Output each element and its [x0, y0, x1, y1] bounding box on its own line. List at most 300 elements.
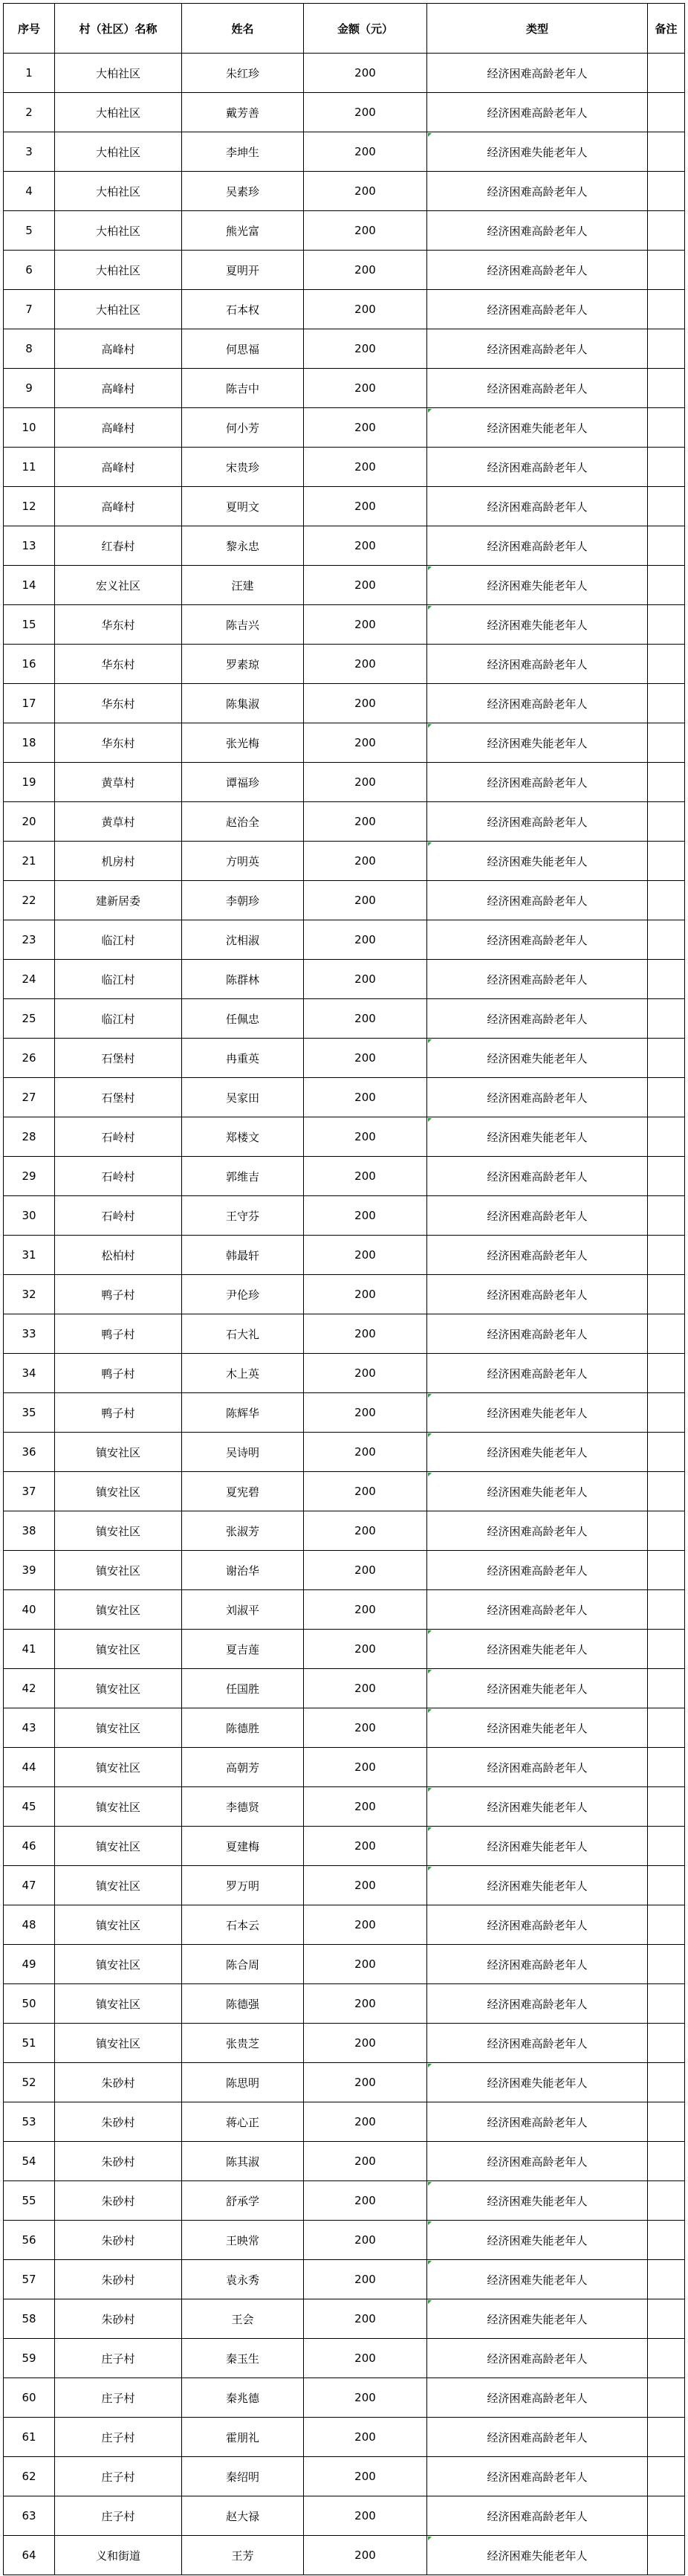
- row-index: 7: [4, 290, 55, 329]
- amount-cell: 200: [304, 211, 427, 251]
- row-index: 11: [4, 448, 55, 487]
- type-cell: 经济困难高龄老年人: [427, 2457, 648, 2496]
- remark-cell: [648, 1354, 685, 1393]
- village-cell: 黄草村: [55, 763, 182, 802]
- village-cell: 镇安社区: [55, 1984, 182, 2024]
- type-cell: 经济困难高龄老年人: [427, 802, 648, 842]
- table-row: [4, 2260, 685, 2299]
- row-index: 16: [4, 645, 55, 684]
- type-cell: 经济困难高龄老年人: [427, 2378, 648, 2418]
- village-cell: 宏义社区: [55, 566, 182, 605]
- table-row: [4, 1630, 685, 1669]
- row-index: 9: [4, 369, 55, 408]
- data-table: [3, 3, 685, 2575]
- remark-cell: [648, 487, 685, 526]
- type-cell: 经济困难失能老年人: [427, 2063, 648, 2102]
- type-cell: 经济困难高龄老年人: [427, 369, 648, 408]
- name-cell: 李坤生: [182, 132, 304, 172]
- name-cell: 王会: [182, 2299, 304, 2339]
- type-cell: 经济困难高龄老年人: [427, 999, 648, 1039]
- remark-cell: [648, 920, 685, 960]
- remark-cell: [648, 1551, 685, 1590]
- remark-cell: [648, 2063, 685, 2102]
- row-index: 4: [4, 172, 55, 211]
- remark-cell: [648, 93, 685, 132]
- row-index: 21: [4, 842, 55, 881]
- table-row: [4, 2063, 685, 2102]
- table-row: [4, 251, 685, 290]
- type-cell: 经济困难高龄老年人: [427, 54, 648, 93]
- village-cell: 建新居委: [55, 881, 182, 920]
- name-cell: 谢治华: [182, 1551, 304, 1590]
- name-cell: 冉重英: [182, 1039, 304, 1078]
- remark-cell: [648, 2457, 685, 2496]
- table-row: [4, 1078, 685, 1117]
- name-cell: 夏吉莲: [182, 1630, 304, 1669]
- name-cell: 王映常: [182, 2221, 304, 2260]
- amount-cell: 200: [304, 1117, 427, 1157]
- remark-cell: [648, 605, 685, 645]
- village-cell: 高峰村: [55, 448, 182, 487]
- name-cell: 陈德胜: [182, 1708, 304, 1748]
- row-index: 58: [4, 2299, 55, 2339]
- type-cell: 经济困难失能老年人: [427, 1630, 648, 1669]
- row-index: 45: [4, 1787, 55, 1827]
- header-type: 类型: [427, 4, 648, 54]
- row-index: 18: [4, 723, 55, 763]
- amount-cell: 200: [304, 329, 427, 369]
- name-cell: 刘淑平: [182, 1590, 304, 1630]
- amount-cell: 200: [304, 1393, 427, 1433]
- table-row: [4, 1669, 685, 1708]
- type-cell: 经济困难高龄老年人: [427, 960, 648, 999]
- row-index: 61: [4, 2418, 55, 2457]
- amount-cell: 200: [304, 2299, 427, 2339]
- village-cell: 华东村: [55, 605, 182, 645]
- remark-cell: [648, 2142, 685, 2181]
- remark-cell: [648, 172, 685, 211]
- name-cell: 夏宪碧: [182, 1472, 304, 1511]
- village-cell: 石岭村: [55, 1157, 182, 1196]
- table-body: [4, 54, 685, 2575]
- amount-cell: 200: [304, 802, 427, 842]
- table-row: [4, 369, 685, 408]
- row-index: 51: [4, 2024, 55, 2063]
- village-cell: 庄子村: [55, 2378, 182, 2418]
- type-cell: 经济困难失能老年人: [427, 1708, 648, 1748]
- header-row: [4, 4, 685, 54]
- remark-cell: [648, 2339, 685, 2378]
- remark-cell: [648, 1905, 685, 1945]
- row-index: 56: [4, 2221, 55, 2260]
- type-cell: 经济困难失能老年人: [427, 566, 648, 605]
- name-cell: 秦绍明: [182, 2457, 304, 2496]
- remark-cell: [648, 1433, 685, 1472]
- village-cell: 朱砂村: [55, 2260, 182, 2299]
- amount-cell: 200: [304, 1314, 427, 1354]
- name-cell: 石大礼: [182, 1314, 304, 1354]
- remark-cell: [648, 2260, 685, 2299]
- name-cell: 郑楼文: [182, 1117, 304, 1157]
- name-cell: 罗素琼: [182, 645, 304, 684]
- village-cell: 朱砂村: [55, 2063, 182, 2102]
- header-village: 村（社区）名称: [55, 4, 182, 54]
- type-cell: 经济困难高龄老年人: [427, 1275, 648, 1314]
- amount-cell: 200: [304, 1196, 427, 1236]
- remark-cell: [648, 526, 685, 566]
- name-cell: 黎永忠: [182, 526, 304, 566]
- row-index: 49: [4, 1945, 55, 1984]
- type-cell: 经济困难失能老年人: [427, 132, 648, 172]
- remark-cell: [648, 1472, 685, 1511]
- name-cell: 陈吉兴: [182, 605, 304, 645]
- village-cell: 华东村: [55, 723, 182, 763]
- village-cell: 大柏社区: [55, 172, 182, 211]
- table-row: [4, 2102, 685, 2142]
- type-cell: 经济困难高龄老年人: [427, 1748, 648, 1787]
- name-cell: 宋贵珍: [182, 448, 304, 487]
- amount-cell: 200: [304, 487, 427, 526]
- type-cell: 经济困难高龄老年人: [427, 1078, 648, 1117]
- type-cell: 经济困难失能老年人: [427, 1433, 648, 1472]
- village-cell: 高峰村: [55, 369, 182, 408]
- village-cell: 大柏社区: [55, 132, 182, 172]
- name-cell: 沈相淑: [182, 920, 304, 960]
- table-row: [4, 960, 685, 999]
- remark-cell: [648, 211, 685, 251]
- row-index: 2: [4, 93, 55, 132]
- name-cell: 霍朋礼: [182, 2418, 304, 2457]
- amount-cell: 200: [304, 960, 427, 999]
- type-cell: 经济困难高龄老年人: [427, 1590, 648, 1630]
- amount-cell: 200: [304, 1945, 427, 1984]
- remark-cell: [648, 408, 685, 448]
- amount-cell: 200: [304, 1039, 427, 1078]
- table-row: [4, 1787, 685, 1827]
- row-index: 19: [4, 763, 55, 802]
- village-cell: 华东村: [55, 645, 182, 684]
- remark-cell: [648, 1984, 685, 2024]
- village-cell: 华东村: [55, 684, 182, 723]
- remark-cell: [648, 1748, 685, 1787]
- table-row: [4, 1511, 685, 1551]
- table-row: [4, 842, 685, 881]
- table-row: [4, 2181, 685, 2221]
- row-index: 14: [4, 566, 55, 605]
- village-cell: 镇安社区: [55, 1708, 182, 1748]
- amount-cell: 200: [304, 448, 427, 487]
- amount-cell: 200: [304, 2181, 427, 2221]
- table-row: [4, 2299, 685, 2339]
- name-cell: 谭福珍: [182, 763, 304, 802]
- type-cell: 经济困难高龄老年人: [427, 2418, 648, 2457]
- table-row: [4, 2024, 685, 2063]
- village-cell: 松柏村: [55, 1236, 182, 1275]
- village-cell: 庄子村: [55, 2457, 182, 2496]
- amount-cell: 200: [304, 645, 427, 684]
- remark-cell: [648, 645, 685, 684]
- table-row: [4, 1905, 685, 1945]
- row-index: 24: [4, 960, 55, 999]
- table-row: [4, 1117, 685, 1157]
- table-row: [4, 920, 685, 960]
- village-cell: 镇安社区: [55, 1827, 182, 1866]
- amount-cell: 200: [304, 2221, 427, 2260]
- remark-cell: [648, 2299, 685, 2339]
- type-cell: 经济困难高龄老年人: [427, 1984, 648, 2024]
- name-cell: 陈合周: [182, 1945, 304, 1984]
- row-index: 52: [4, 2063, 55, 2102]
- name-cell: 方明英: [182, 842, 304, 881]
- type-cell: 经济困难高龄老年人: [427, 2024, 648, 2063]
- type-cell: 经济困难高龄老年人: [427, 1551, 648, 1590]
- row-index: 59: [4, 2339, 55, 2378]
- type-cell: 经济困难高龄老年人: [427, 645, 648, 684]
- name-cell: 何思福: [182, 329, 304, 369]
- village-cell: 红春村: [55, 526, 182, 566]
- row-index: 5: [4, 211, 55, 251]
- type-cell: 经济困难失能老年人: [427, 408, 648, 448]
- village-cell: 朱砂村: [55, 2102, 182, 2142]
- remark-cell: [648, 566, 685, 605]
- village-cell: 镇安社区: [55, 1551, 182, 1590]
- name-cell: 陈集淑: [182, 684, 304, 723]
- type-cell: 经济困难失能老年人: [427, 842, 648, 881]
- remark-cell: [648, 2418, 685, 2457]
- table-row: [4, 1827, 685, 1866]
- table-row: [4, 1157, 685, 1196]
- village-cell: 大柏社区: [55, 54, 182, 93]
- table-row: [4, 881, 685, 920]
- village-cell: 临江村: [55, 999, 182, 1039]
- table-row: [4, 1196, 685, 1236]
- name-cell: 张光梅: [182, 723, 304, 763]
- remark-cell: [648, 2378, 685, 2418]
- row-index: 25: [4, 999, 55, 1039]
- village-cell: 鸭子村: [55, 1275, 182, 1314]
- table-row: [4, 645, 685, 684]
- village-cell: 石堡村: [55, 1039, 182, 1078]
- type-cell: 经济困难高龄老年人: [427, 881, 648, 920]
- table-row: [4, 2378, 685, 2418]
- table-row: [4, 723, 685, 763]
- amount-cell: 200: [304, 172, 427, 211]
- row-index: 36: [4, 1433, 55, 1472]
- table-row: [4, 2221, 685, 2260]
- remark-cell: [648, 1078, 685, 1117]
- row-index: 23: [4, 920, 55, 960]
- name-cell: 秦兆德: [182, 2378, 304, 2418]
- type-cell: 经济困难高龄老年人: [427, 1196, 648, 1236]
- table-row: [4, 448, 685, 487]
- table-row: [4, 526, 685, 566]
- row-index: 50: [4, 1984, 55, 2024]
- name-cell: 张淑芳: [182, 1511, 304, 1551]
- name-cell: 吴家田: [182, 1078, 304, 1117]
- name-cell: 何小芳: [182, 408, 304, 448]
- name-cell: 木上英: [182, 1354, 304, 1393]
- row-index: 30: [4, 1196, 55, 1236]
- row-index: 15: [4, 605, 55, 645]
- remark-cell: [648, 54, 685, 93]
- remark-cell: [648, 1827, 685, 1866]
- village-cell: 镇安社区: [55, 2024, 182, 2063]
- type-cell: 经济困难失能老年人: [427, 2536, 648, 2575]
- amount-cell: 200: [304, 2063, 427, 2102]
- row-index: 47: [4, 1866, 55, 1905]
- type-cell: 经济困难失能老年人: [427, 2260, 648, 2299]
- village-cell: 机房村: [55, 842, 182, 881]
- amount-cell: 200: [304, 1748, 427, 1787]
- village-cell: 鸭子村: [55, 1314, 182, 1354]
- table-row: [4, 1314, 685, 1354]
- row-index: 32: [4, 1275, 55, 1314]
- row-index: 39: [4, 1551, 55, 1590]
- village-cell: 镇安社区: [55, 1787, 182, 1827]
- remark-cell: [648, 1039, 685, 1078]
- type-cell: 经济困难高龄老年人: [427, 251, 648, 290]
- type-cell: 经济困难失能老年人: [427, 605, 648, 645]
- amount-cell: 200: [304, 2142, 427, 2181]
- type-cell: 经济困难高龄老年人: [427, 1354, 648, 1393]
- village-cell: 义和街道: [55, 2536, 182, 2575]
- row-index: 6: [4, 251, 55, 290]
- type-cell: 经济困难高龄老年人: [427, 2339, 648, 2378]
- row-index: 43: [4, 1708, 55, 1748]
- table-row: [4, 487, 685, 526]
- table-row: [4, 2418, 685, 2457]
- village-cell: 临江村: [55, 960, 182, 999]
- type-cell: 经济困难高龄老年人: [427, 526, 648, 566]
- remark-cell: [648, 2102, 685, 2142]
- amount-cell: 200: [304, 1590, 427, 1630]
- remark-cell: [648, 1117, 685, 1157]
- village-cell: 鸭子村: [55, 1354, 182, 1393]
- remark-cell: [648, 132, 685, 172]
- village-cell: 朱砂村: [55, 2181, 182, 2221]
- amount-cell: 200: [304, 1630, 427, 1669]
- remark-cell: [648, 1196, 685, 1236]
- name-cell: 蒋心正: [182, 2102, 304, 2142]
- amount-cell: 200: [304, 881, 427, 920]
- remark-cell: [648, 842, 685, 881]
- amount-cell: 200: [304, 1708, 427, 1748]
- type-cell: 经济困难高龄老年人: [427, 211, 648, 251]
- type-cell: 经济困难失能老年人: [427, 1827, 648, 1866]
- remark-cell: [648, 1236, 685, 1275]
- table-row: [4, 1275, 685, 1314]
- amount-cell: 200: [304, 2378, 427, 2418]
- amount-cell: 200: [304, 1354, 427, 1393]
- type-cell: 经济困难高龄老年人: [427, 172, 648, 211]
- table-row: [4, 999, 685, 1039]
- name-cell: 戴芳善: [182, 93, 304, 132]
- remark-cell: [648, 2024, 685, 2063]
- remark-cell: [648, 2536, 685, 2575]
- row-index: 12: [4, 487, 55, 526]
- amount-cell: 200: [304, 1275, 427, 1314]
- name-cell: 陈群林: [182, 960, 304, 999]
- village-cell: 朱砂村: [55, 2142, 182, 2181]
- amount-cell: 200: [304, 1236, 427, 1275]
- row-index: 37: [4, 1472, 55, 1511]
- name-cell: 夏明文: [182, 487, 304, 526]
- table-row: [4, 54, 685, 93]
- name-cell: 夏明开: [182, 251, 304, 290]
- amount-cell: 200: [304, 2536, 427, 2575]
- row-index: 10: [4, 408, 55, 448]
- remark-cell: [648, 369, 685, 408]
- remark-cell: [648, 881, 685, 920]
- table-row: [4, 132, 685, 172]
- header-name: 姓名: [182, 4, 304, 54]
- village-cell: 大柏社区: [55, 211, 182, 251]
- name-cell: 袁永秀: [182, 2260, 304, 2299]
- row-index: 63: [4, 2496, 55, 2536]
- table-row: [4, 605, 685, 645]
- row-index: 28: [4, 1117, 55, 1157]
- name-cell: 吴诗明: [182, 1433, 304, 1472]
- amount-cell: 200: [304, 1472, 427, 1511]
- row-index: 33: [4, 1314, 55, 1354]
- name-cell: 陈思明: [182, 2063, 304, 2102]
- village-cell: 庄子村: [55, 2418, 182, 2457]
- amount-cell: 200: [304, 2496, 427, 2536]
- amount-cell: 200: [304, 1787, 427, 1827]
- name-cell: 张贵芝: [182, 2024, 304, 2063]
- name-cell: 王芳: [182, 2536, 304, 2575]
- name-cell: 赵大禄: [182, 2496, 304, 2536]
- village-cell: 大柏社区: [55, 290, 182, 329]
- type-cell: 经济困难失能老年人: [427, 2181, 648, 2221]
- amount-cell: 200: [304, 1669, 427, 1708]
- row-index: 64: [4, 2536, 55, 2575]
- row-index: 48: [4, 1905, 55, 1945]
- row-index: 20: [4, 802, 55, 842]
- name-cell: 李朝珍: [182, 881, 304, 920]
- village-cell: 镇安社区: [55, 1905, 182, 1945]
- type-cell: 经济困难失能老年人: [427, 723, 648, 763]
- amount-cell: 200: [304, 763, 427, 802]
- name-cell: 韩最轩: [182, 1236, 304, 1275]
- table-row: [4, 763, 685, 802]
- village-cell: 庄子村: [55, 2496, 182, 2536]
- amount-cell: 200: [304, 132, 427, 172]
- amount-cell: 200: [304, 920, 427, 960]
- name-cell: 陈德强: [182, 1984, 304, 2024]
- table-row: [4, 1748, 685, 1787]
- remark-cell: [648, 1590, 685, 1630]
- village-cell: 镇安社区: [55, 1472, 182, 1511]
- village-cell: 镇安社区: [55, 1669, 182, 1708]
- type-cell: 经济困难高龄老年人: [427, 1314, 648, 1354]
- header-remark: 备注: [648, 4, 685, 54]
- village-cell: 镇安社区: [55, 1630, 182, 1669]
- amount-cell: 200: [304, 1866, 427, 1905]
- table-row: [4, 1236, 685, 1275]
- row-index: 62: [4, 2457, 55, 2496]
- table-row: [4, 290, 685, 329]
- row-index: 17: [4, 684, 55, 723]
- type-cell: 经济困难失能老年人: [427, 1472, 648, 1511]
- header-amount: 金额（元）: [304, 4, 427, 54]
- table-row: [4, 684, 685, 723]
- row-index: 42: [4, 1669, 55, 1708]
- type-cell: 经济困难高龄老年人: [427, 487, 648, 526]
- type-cell: 经济困难失能老年人: [427, 2299, 648, 2339]
- name-cell: 吴素珍: [182, 172, 304, 211]
- amount-cell: 200: [304, 290, 427, 329]
